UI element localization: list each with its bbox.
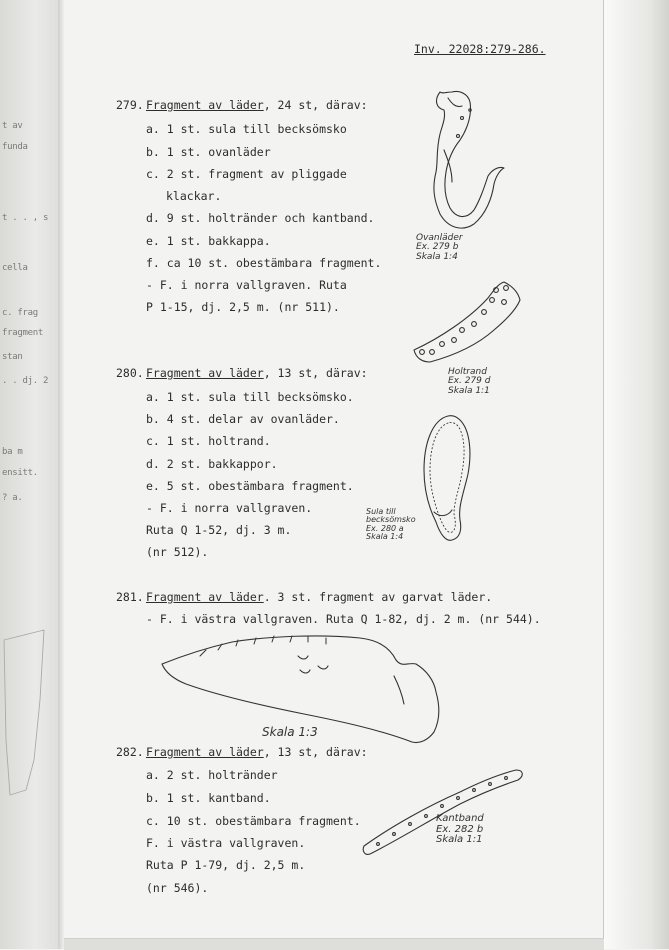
entry-item: c. 1 st. holtrand. <box>146 434 271 448</box>
inventory-number: Inv. 22028:279-286. <box>414 42 546 56</box>
bleed-sketch <box>4 630 44 795</box>
entry-item: e. 5 st. obestämbara fragment. <box>146 479 354 493</box>
caption-skala-281: Skala 1:3 <box>262 725 318 739</box>
entry-item: (nr 546). <box>146 881 209 895</box>
bleed-text: ? a. <box>2 493 23 503</box>
caption-line: Ex. 279 b <box>416 242 459 253</box>
entry-item: b. 1 st. kantband. <box>146 791 271 805</box>
bleed-text: ensitt. <box>2 468 38 478</box>
caption-line: Skala 1:1 <box>436 834 483 845</box>
ovanlader-sketch <box>434 91 504 228</box>
entry-item: (nr 512). <box>146 545 209 559</box>
bleed-text: t . . , s <box>2 213 49 223</box>
entry-item: e. 1 st. bakkappa. <box>146 234 271 248</box>
caption-line: Ex. 282 b <box>436 823 484 835</box>
caption-line: Skala 1:4 <box>416 251 458 262</box>
bleed-text: t av <box>2 121 23 131</box>
caption-line: Holtrand <box>448 367 487 377</box>
bleed-text: fragment <box>2 328 43 338</box>
entry-heading-rest: , 13 st, därav: <box>263 366 368 380</box>
entry-item: b. 4 st. delar av ovanläder. <box>146 412 340 426</box>
entry-item: d. 9 st. holtränder och kantband. <box>146 211 375 225</box>
entry-item: a. 1 st. sula till becksömsko <box>146 122 347 136</box>
entry-title: Fragment av läder <box>146 590 264 604</box>
entry-item: klackar. <box>166 189 222 203</box>
entry-item: c. 2 st. fragment av pliggade <box>146 167 347 181</box>
caption-line: becksömsko <box>366 515 416 525</box>
entry-number: 281. <box>116 590 144 604</box>
entry-item: P 1-15, dj. 2,5 m. (nr 511). <box>146 300 340 314</box>
bleed-text: c. frag <box>2 308 38 318</box>
bleed-text: funda <box>2 142 28 152</box>
entry-title: Fragment av läder <box>146 745 264 759</box>
caption-line: Ex. 279 d <box>448 376 491 387</box>
caption-line: Skala 1:1 <box>448 385 490 396</box>
bleed-text: stan <box>2 352 23 362</box>
entry-number: 280. <box>116 366 144 380</box>
entry-item: b. 1 st. ovanläder <box>146 145 271 159</box>
bleed-text: . . dj. 2 <box>2 376 49 386</box>
entry-heading-rest: , 13 st, därav: <box>263 745 368 759</box>
entry-item: f. ca 10 st. obestämbara fragment. <box>146 256 382 270</box>
entry-item: a. 1 st. sula till becksömsko. <box>146 390 354 404</box>
entry-item: F. i västra vallgraven. <box>146 836 306 850</box>
caption-line: Kantband <box>436 813 484 824</box>
entry-number: 282. <box>116 745 144 759</box>
bleed-text: ba m <box>2 447 23 457</box>
entry-item: Ruta Q 1-52, dj. 3 m. <box>146 523 292 537</box>
entry-title: Fragment av läder <box>146 366 264 380</box>
caption-ovanlader <box>416 234 463 262</box>
caption-line: Ex. 280 a <box>366 523 404 533</box>
caption-sula <box>366 508 416 542</box>
entry-item: c. 10 st. obestämbara fragment. <box>146 814 361 828</box>
caption-kantband <box>436 814 484 846</box>
entry-item: a. 2 st. holtränder <box>146 768 278 782</box>
holtrand-sketch <box>414 282 520 362</box>
caption-line: Sula till <box>366 507 396 516</box>
entry-heading-rest: . 3 st. fragment av garvat läder. <box>263 590 493 604</box>
entry-number: 279. <box>116 98 144 112</box>
entry-item: d. 2 st. bakkappor. <box>146 457 278 471</box>
entry-title: Fragment av läder <box>146 98 264 112</box>
caption-holtrand <box>448 368 491 396</box>
caption-line: Ovanläder <box>416 233 463 243</box>
entry-item: Ruta P 1-79, dj. 2,5 m. <box>146 858 306 872</box>
caption-line: Skala 1:4 <box>366 532 404 542</box>
sula-sketch <box>424 416 470 541</box>
entry-item: - F. i norra vallgraven. Ruta <box>146 278 347 292</box>
entry-item: - F. i västra vallgraven. Ruta Q 1-82, dj. 2 m. (nr 544). <box>146 612 541 626</box>
bleed-text: cella <box>2 263 28 273</box>
entry-heading-rest: , 24 st, därav: <box>263 98 368 112</box>
entry-item: - F. i norra vallgraven. <box>146 501 313 515</box>
